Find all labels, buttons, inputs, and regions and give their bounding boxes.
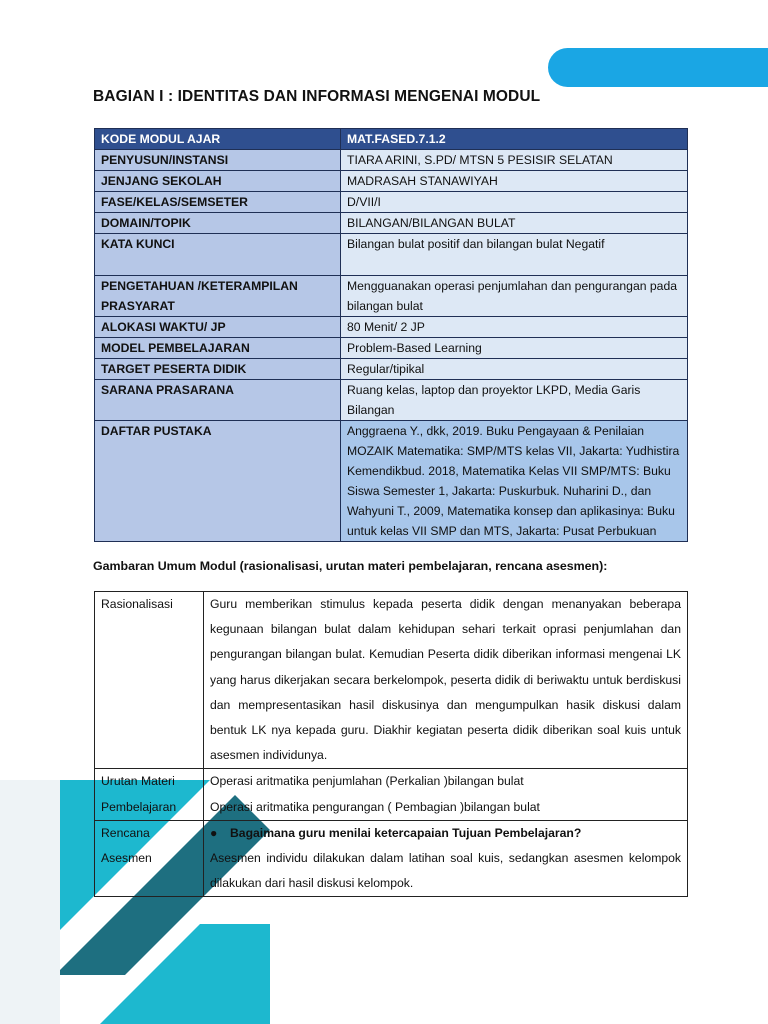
table-row [95,317,688,338]
header-accent-tab [548,48,768,87]
identity-table [94,128,688,542]
table-row [95,592,688,769]
rasionalisasi-label: Rasionalisasi [95,592,204,769]
row-value: Ruang kelas, laptop dan proyektor LKPD, Media Garis Bilangan [341,380,688,421]
row-value: Regular/tipikal [341,359,688,380]
table-row [95,359,688,380]
row-label: DAFTAR PUSTAKA [95,421,341,542]
row-value: 80 Menit/ 2 JP [341,317,688,338]
row-label: SARANA PRASARANA [95,380,341,421]
table-row [95,380,688,421]
bullet-icon: ● [210,825,218,840]
row-label: KATA KUNCI [95,234,341,276]
row-value: TIARA ARINI, S.PD/ MTSN 5 PESISIR SELATAN [341,150,688,171]
row-label: JENJANG SEKOLAH [95,171,341,192]
row-label: DOMAIN/TOPIK [95,213,341,234]
row-label: TARGET PESERTA DIDIK [95,359,341,380]
table-row [95,338,688,359]
row-value: Anggraena Y., dkk, 2019. Buku Pengayaan & Penilaian MOZAIK Matematika: SMP/MTS kelas VII, Jakarta: Yudhistira Kemendikbud. 2018, Matematika Kelas VII SMP/MTS: Buku Siswa Semester 1, Jakarta: Puskurbuk. Nuharini D., dan Wahyuni T., 2009, Matematika konsep dan aplikasinya: Buku untuk kelas VII SMP dan MTS, Jakarta: Pusat Perbukuan [341,421,688,542]
urutan-line: Operasi aritmatika pengurangan ( Pembagian )bilangan bulat [210,799,540,814]
table-row [95,213,688,234]
row-value: MADRASAH STANAWIYAH [341,171,688,192]
row-value: D/VII/I [341,192,688,213]
rencana-label: Rencana Asesmen [95,820,204,897]
urutan-line: Operasi aritmatika penjumlahan (Perkalian )bilangan bulat [210,774,524,789]
urutan-label: Urutan Materi Pembelajaran [95,769,204,820]
rencana-content [204,820,688,897]
row-value: Mengguanakan operasi penjumlahan dan pengurangan pada bilangan bulat [341,276,688,317]
urutan-content [204,769,688,820]
table-row [95,769,688,820]
row-value: BILANGAN/BILANGAN BULAT [341,213,688,234]
row-label: PENYUSUN/INSTANSI [95,150,341,171]
table-row [95,820,688,897]
overview-table [94,591,688,897]
row-label: FASE/KELAS/SEMSETER [95,192,341,213]
kode-label: KODE MODUL AJAR [95,129,341,150]
rencana-text: Asesmen individu dilakukan dalam latihan soal kuis, sedangkan asesmen kelompok dilakukan dari hasil diskusi kelompok. [210,851,681,891]
row-label: MODEL PEMBELAJARAN [95,338,341,359]
table-row [95,421,688,542]
page-title: BAGIAN I : IDENTITAS DAN INFORMASI MENGENAI MODUL [93,88,541,105]
table-header-row [95,129,688,150]
table-row [95,276,688,317]
row-value: Problem-Based Learning [341,338,688,359]
table-row [95,192,688,213]
table-row [95,171,688,192]
table-row [95,150,688,171]
table-row [95,234,688,276]
kode-value: MAT.FASED.7.1.2 [341,129,688,150]
row-value: Bilangan bulat positif dan bilangan bulat Negatif [341,234,688,276]
row-label: PENGETAHUAN /KETERAMPILAN PRASYARAT [95,276,341,317]
row-label: ALOKASI WAKTU/ JP [95,317,341,338]
section-subheading: Gambaran Umum Modul (rasionalisasi, urutan materi pembelajaran, rencana asesmen): [93,559,608,573]
rencana-question: Bagaimana guru menilai ketercapaian Tujuan Pembelajaran? [230,825,582,840]
rasionalisasi-text: Guru memberikan stimulus kepada peserta didik dengan menanyakan beberapa kegunaan bilangan bulat dalam kehidupan sehari terkait oprasi penjumlahan dan pengurangan bilangan bulat. Kemudian Peserta didik diberikan informasi mengenai LK yang harus dikerjakan secara berkelompok, peserta didik di beriwaktu untuk berdiskusi dan mempresentasikan hasil diskusinya dan mengumpulkan hasik diskusi dalam bentuk LK nya kepada guru. Diakhir kegiatan peserta didik diberikan soal kuis untuk asesmen individunya. [204,592,688,769]
rencana-bullet [210,821,681,846]
